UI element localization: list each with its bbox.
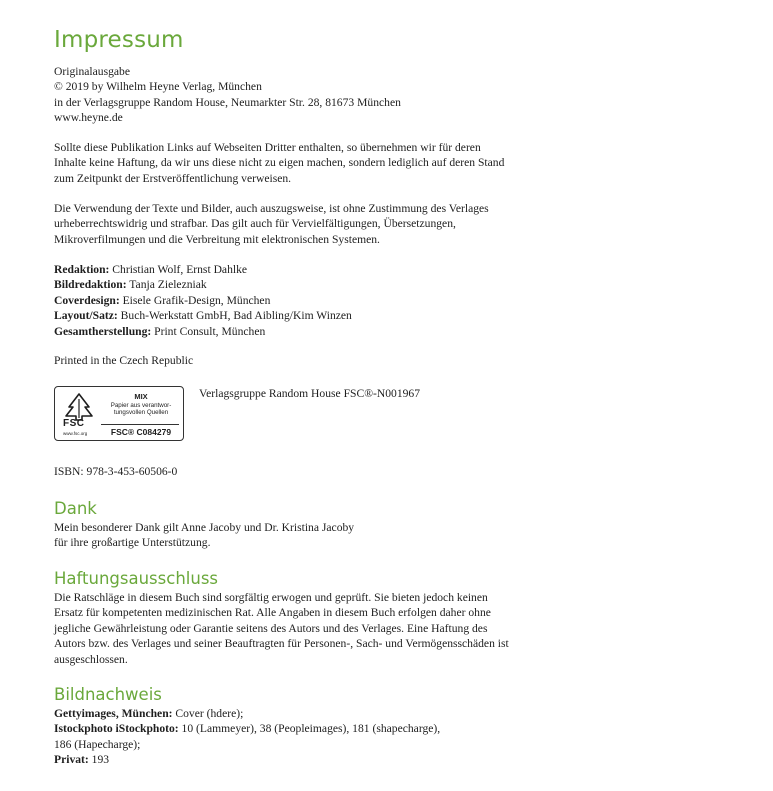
fsc-label (54, 386, 184, 441)
haftung-line: jegliche Gewährleistung oder Garantie seitens des Autors und des Verlages. Eine Haftung des (54, 621, 488, 635)
bildnachweis-entry: Privat: 193 (54, 753, 110, 767)
copyright-line: © 2019 by Wilhelm Heyne Verlag, München (54, 80, 262, 94)
fsc-code: FSC® C084279 (110, 427, 172, 437)
credit-layout: Layout/Satz: Buch-Werkstatt GmbH, Bad Aibling/Kim Winzen (54, 309, 352, 323)
bildnachweis-entry: Gettyimages, München: Cover (hdere); (54, 707, 244, 720)
bildnachweis-text (54, 706, 524, 768)
credits-block (54, 262, 524, 339)
dank-heading: Dank (54, 499, 97, 518)
fsc-url: www.fsc.org (63, 431, 88, 436)
credit-production: Gesamtherstellung: Print Consult, München (54, 324, 266, 338)
printed-in-line: Printed in the Czech Republic (54, 354, 194, 367)
bildnachweis-entry: 186 (Hapecharge); (54, 737, 141, 751)
haftung-text (54, 590, 524, 667)
fsc-caption: Verlagsgruppe Random House FSC®-N001967 (199, 387, 421, 400)
publisher-address-line: in der Verlagsgruppe Random House, Neumarkter Str. 28, 81673 München (54, 95, 401, 109)
links-notice-line: Inhalte keine Haftung, da wir uns diese nicht zu eigen machen, sondern lediglich auf deren Stand (54, 156, 505, 170)
links-notice-line: zum Zeitpunkt der Erstveröffentlichung verweisen. (54, 171, 292, 185)
haftung-line: Autors bzw. des Verlages und seiner Beauftragten für Personen-, Sach- und Vermögensschäden ist (54, 637, 509, 651)
dank-line: Mein besonderer Dank gilt Anne Jacoby und Dr. Kristina Jacoby (54, 521, 355, 534)
links-notice (54, 140, 524, 186)
bildnachweis-heading: Bildnachweis (54, 685, 162, 704)
credit-editor: Redaktion: Christian Wolf, Ernst Dahlke (54, 263, 248, 276)
page-title: Impressum (54, 27, 184, 53)
fsc-paper-text: Papier aus verantwor- tungsvollen Quellen (110, 402, 172, 416)
dank-text (54, 520, 524, 551)
haftung-line: ausgeschlossen. (54, 652, 128, 666)
haftung-heading: Haftungsausschluss (54, 569, 219, 588)
credit-cover-design: Coverdesign: Eisele Grafik-Design, München (54, 293, 271, 307)
fsc-mix-label: MIX (134, 392, 148, 401)
haftung-line: Die Ratschläge in diesem Buch sind sorgfältig erwogen und geprüft. Sie bieten jedoch keinen (54, 591, 488, 604)
edition-line: Originalausgabe (54, 65, 130, 78)
fsc-logo-word: FSC (63, 418, 85, 429)
copyright-notice-line: Die Verwendung der Texte und Bilder, auch auszugsweise, ist ohne Zustimmung des Verlages (54, 202, 489, 215)
edition-block (54, 64, 524, 126)
links-notice-line: Sollte diese Publikation Links auf Webseiten Dritter enthalten, so übernehmen wir für deren (54, 141, 481, 154)
credit-photo-editor: Bildredaktion: Tanja Zielezniak (54, 278, 207, 292)
isbn: ISBN: 978-3-453-60506-0 (54, 465, 178, 478)
bildnachweis-entry: Istockphoto iStockphoto: 10 (Lammeyer), 38 (Peopleimages), 181 (shapecharge), (54, 722, 441, 736)
fsc-divider (101, 424, 179, 425)
dank-line: für ihre großartige Unterstützung. (54, 536, 211, 550)
haftung-line: Ersatz für kompetenten medizinischen Rat. Alle Angaben in diesem Buch erfolgen daher ohne (54, 606, 491, 620)
copyright-notice-line: urheberrechtswidrig und strafbar. Das gilt auch für Vervielfältigungen, Übersetzungen, (54, 217, 456, 231)
copyright-notice (54, 201, 524, 247)
copyright-notice-line: Mikroverfilmungen und die Verbreitung mit elektronischen Systemen. (54, 232, 380, 246)
publisher-website-line: www.heyne.de (54, 111, 123, 125)
